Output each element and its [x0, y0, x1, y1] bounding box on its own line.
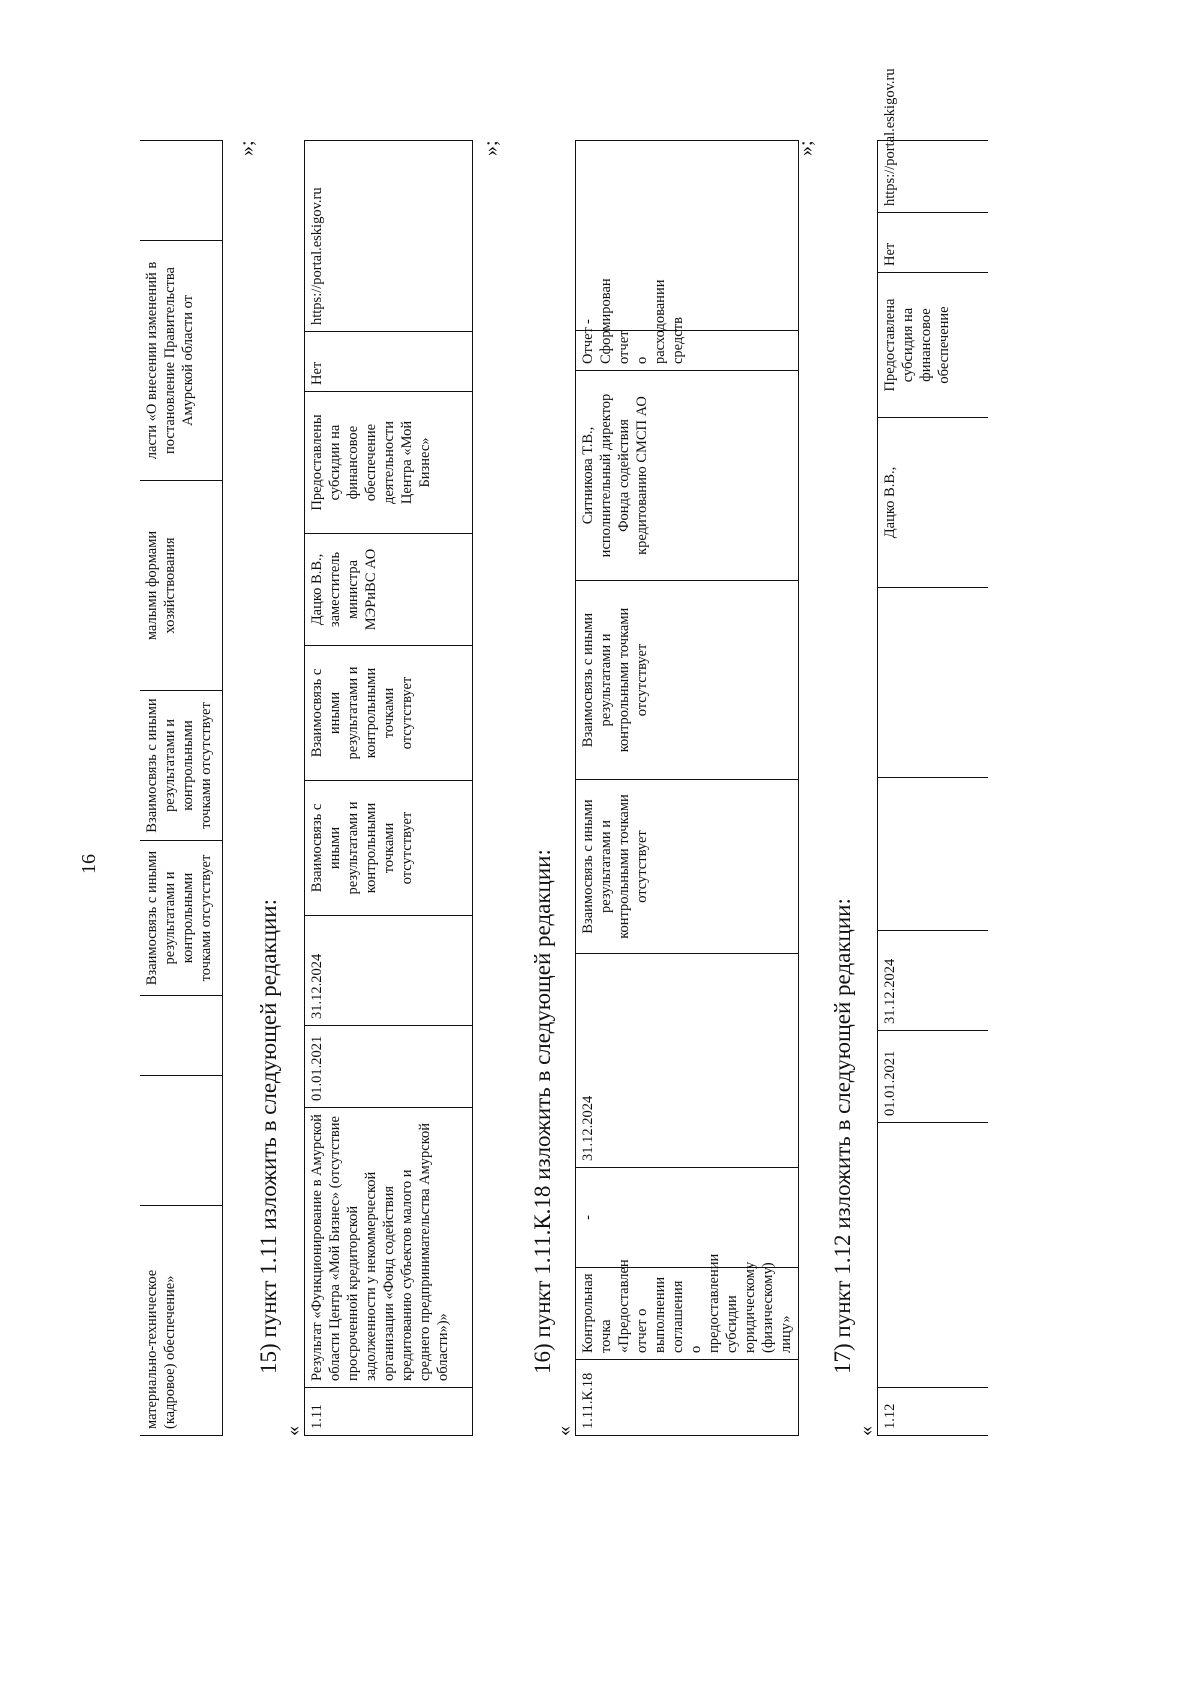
row-number: 1.11.К.18: [576, 1360, 799, 1436]
section-15-close-quote: »;: [480, 140, 502, 156]
fragment-cell-3: [140, 996, 222, 1076]
fragment-cell-2: [140, 1076, 222, 1206]
row-end-date: 31.12.2024: [878, 931, 988, 1031]
section-15-heading: 15) пункт 1.11 изложить в следующей редакции:: [256, 898, 281, 1374]
row-prev-link: [878, 778, 988, 931]
section-17-table: [877, 68, 988, 1436]
section-17-heading: 17) пункт 1.12 изложить в следующей редакции:: [830, 898, 855, 1374]
row-responsible: Дацко В.В.,: [878, 418, 988, 588]
row-system: https://portal.eskigov.ru: [305, 141, 473, 332]
section-16-open-quote: «: [553, 1426, 575, 1436]
section-15-table: [304, 140, 473, 1436]
fragment-cell-5: Взаимосвязь с иными результатами и контрольными точками отсутствует: [140, 691, 222, 841]
row-number: 1.11: [305, 1388, 473, 1436]
section-16-table: [575, 140, 799, 1436]
row-prev-link: Взаимосвязь с иными результатами и контрольными точками отсутствует: [305, 781, 473, 916]
row-name: [878, 1123, 988, 1388]
section-17-open-quote: «: [855, 1426, 877, 1436]
row-flag: -: [576, 141, 799, 331]
row-responsible: Ситникова Т.В., исполнительный директор Фонда содействия кредитованию СМСП АО: [576, 371, 799, 581]
page-number: 16: [78, 854, 100, 874]
fragment-cell-8: [140, 141, 222, 241]
fragment-cell-1: материально-техническое (кадровое) обеспечение»: [140, 1206, 222, 1436]
row-name: Результат «Функционирование в Амурской области Центра «Мой Бизнес» (отсутствие просроченной кредиторской задолженности у некоммерческой организации «Фонд содействия кредитованию субъектов малого и среднего предпринимательства Амурской области»)»: [305, 1108, 473, 1388]
row-next-link: Взаимосвязь с иными результатами и контрольными точками отсутствует: [305, 646, 473, 781]
section-16-heading: 16) пункт 1.11.К.18 изложить в следующей редакции:: [530, 849, 555, 1374]
row-number: 1.12: [878, 1388, 988, 1436]
row-end-date: 31.12.2024: [305, 916, 473, 1026]
top-fragment-table: [140, 140, 223, 1436]
row-result: Отчет Сформирован отчет о расходовании средств: [576, 331, 799, 371]
fragment-cell-4: Взаимосвязь с иными результатами и контрольными точками отсутствует: [140, 841, 222, 996]
fragment-cell-6: малыми формами хозяйствования: [140, 481, 222, 691]
row-next-link: [878, 588, 988, 778]
row-name: Контрольная точка «Предоставлен отчет о выполнении соглашения о предоставлении субсидии юридическому (физическому) лицу»: [576, 1268, 799, 1360]
row-prev-link: Взаимосвязь с иными результатами и контрольными точками отсутствует: [576, 780, 799, 954]
row-next-link: Взаимосвязь с иными результатами и контрольными точками отсутствует: [576, 581, 799, 780]
row-flag: Нет: [305, 332, 473, 392]
row-start-date: -: [576, 1168, 799, 1268]
row-result: Предоставлены субсидии на финансовое обеспечение деятельности Центра «Мой Бизнес»: [305, 392, 473, 534]
section-15-open-quote: «: [282, 1426, 304, 1436]
row-start-date: 01.01.2021: [305, 1026, 473, 1108]
row-flag: Нет: [878, 213, 988, 273]
fragment-cell-7: ласти «О внесении изменений в постановление Правительства Амурской области от: [140, 241, 222, 481]
row-responsible: Дацко В.В., заместитель министра МЭРиВС АО: [305, 534, 473, 646]
row-start-date: 01.01.2021: [878, 1031, 988, 1123]
row-system: https://portal.eskigov.ru: [878, 141, 988, 213]
section-16-close-quote: »;: [795, 140, 817, 156]
fragment-close-quote: »;: [236, 140, 258, 156]
row-result: Предоставлена субсидия на финансовое обеспечение: [878, 273, 988, 418]
row-end-date: 31.12.2024: [576, 954, 799, 1168]
